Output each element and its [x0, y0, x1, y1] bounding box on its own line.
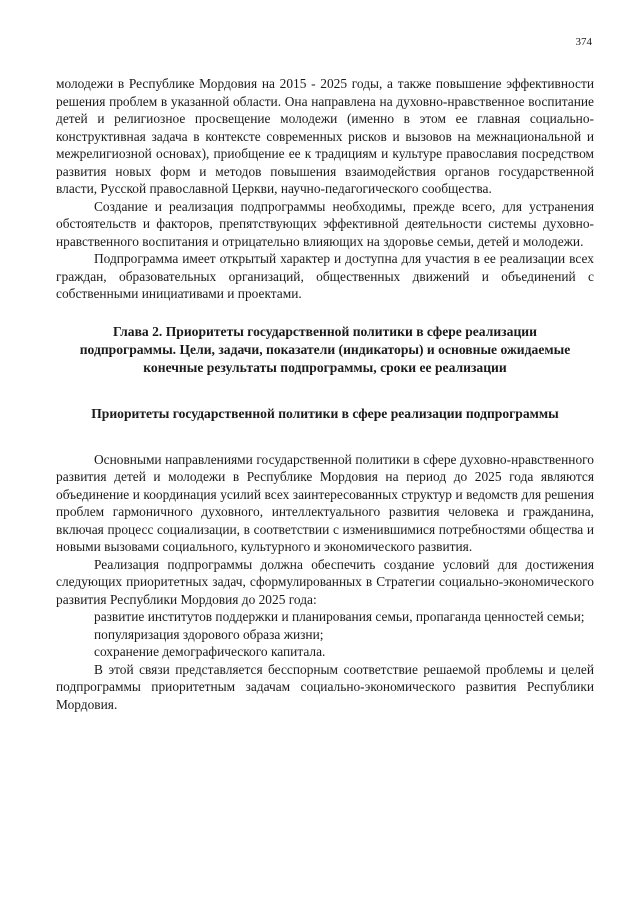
- intro-paragraph-2: Создание и реализация подпрограммы необходимы, прежде всего, для устранения обстоятельств и факторов, препятствующих эффективной деятельности системы духовно-нравственного воспитания и отрицательно влияющих на здоровье семьи, детей и молодежи.: [56, 198, 594, 249]
- section-paragraph-1: Основными направлениями государственной политики в сфере духовно-нравственного развития детей и молодежи в Республике Мордовия на период до 2025 года являются объединение и координация усилий всех заинтересованных структур и ведомств для решения проблем гармоничного духовного, интеллектуального развития человека и гражданина, включая процесс социализации, в соответствии с изменившимися потребностями общества и новыми вызовами социального, культурного и экономического развития.: [56, 451, 594, 554]
- intro-paragraph-1: молодежи в Республике Мордовия на 2015 - 2025 годы, а также повышение эффективности решения проблем в указанной области. Она направлена на духовно-нравственное воспитание детей и религиозное просвещение молодежи (именно в этом ее главная социально-конструктивная задача в контексте современных рисков и вызовов на межнациональной и межрелигиозной основах), приобщение ее к традициям и культуре православия посредством развития новых форм и методов повышения взаимодействия органов государственной власти, Русской православной Церкви, научно-педагогического сообщества.: [56, 76, 594, 196]
- section-paragraph-2: Реализация подпрограммы должна обеспечить создание условий для достижения следующих приоритетных задач, сформулированных в Стратегии социально-экономического развития Республики Мордовия до 2025 года:: [56, 556, 594, 607]
- section-spacer: [56, 423, 594, 451]
- page-content: [56, 75, 594, 713]
- task-item-3: сохранение демографического капитала.: [94, 644, 326, 659]
- page-number: 374: [575, 36, 592, 48]
- task-item-1: развитие институтов поддержки и планирования семьи, пропаганда ценностей семьи;: [94, 609, 585, 624]
- section-paragraph-3: В этой связи представляется бесспорным соответствие решаемой проблемы и целей подпрограммы приоритетным задачам социально-экономического развития Республики Мордовия.: [56, 661, 594, 712]
- intro-paragraph-3: Подпрограмма имеет открытый характер и доступна для участия в ее реализации всех граждан, образовательных организаций, общественных движений и объединений с собственными инициативами и проектами.: [56, 251, 594, 301]
- section-heading: Приоритеты государственной политики в сфере реализации подпрограммы: [91, 405, 559, 421]
- task-item-2: популяризация здорового образа жизни;: [94, 626, 324, 642]
- chapter-heading: Глава 2. Приоритеты государственной политики в сфере реализации подпрограммы. Цели, задачи, показатели (индикаторы) и основные ожидаемые конечные результаты подпрограммы, сроки ее реализации: [79, 323, 571, 375]
